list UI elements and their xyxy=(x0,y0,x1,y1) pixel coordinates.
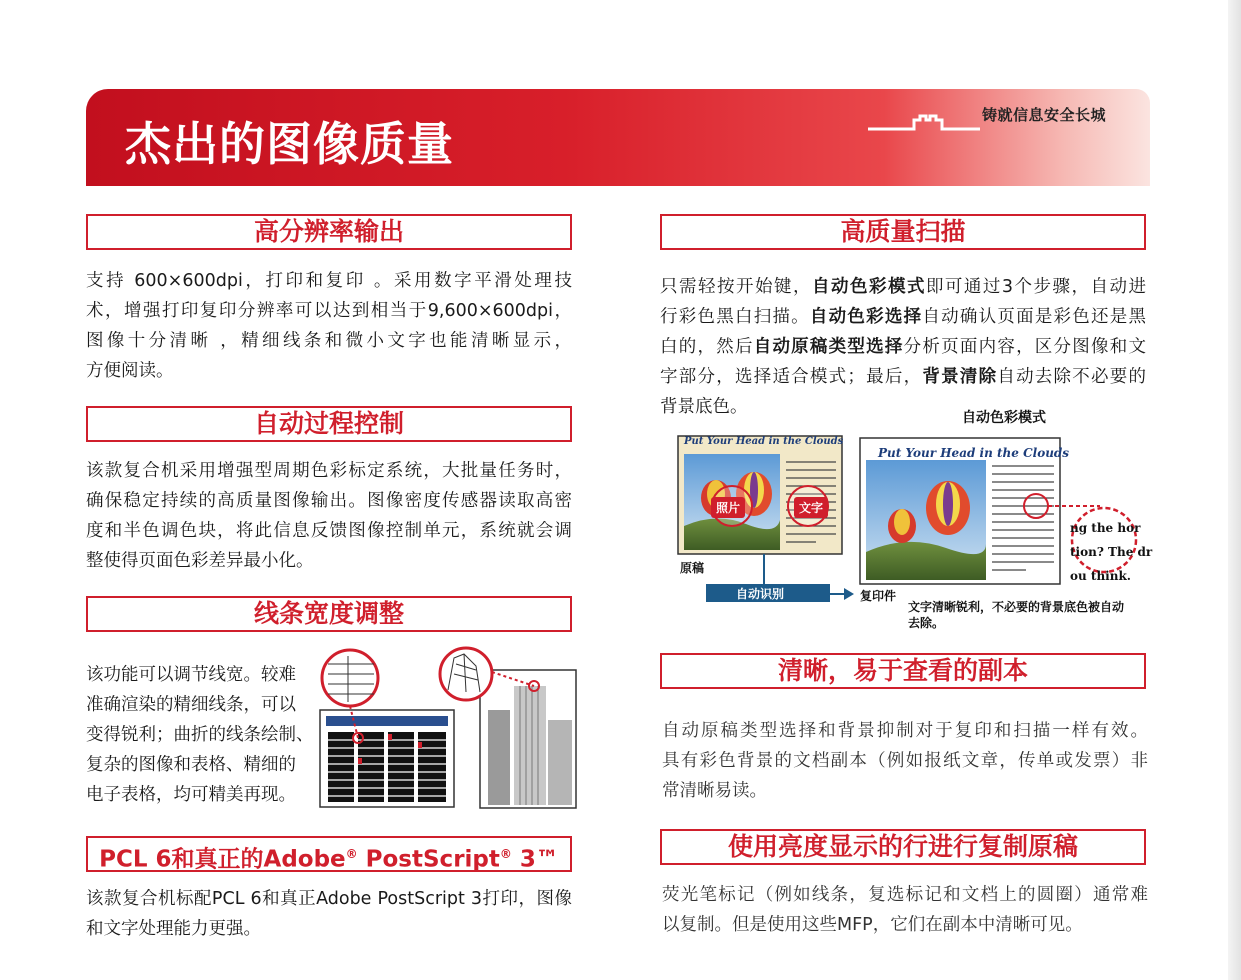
heading-pcl-tail: 3™ xyxy=(511,846,559,873)
text-line xyxy=(660,272,1146,302)
text-line: 术，增强打印复印分辨率可以达到相当于9,600×600dpi， xyxy=(86,301,572,321)
copy-doc-title: Put Your Head in the Clouds xyxy=(878,446,1070,460)
label-auto-detect: 自动识别 xyxy=(736,587,785,601)
caption-line: 文字清晰锐利，不必要的背景底色被自动 xyxy=(908,600,1125,614)
text-line: 常清晰易读。 xyxy=(662,781,767,801)
text-line: 自动原稿类型选择和背景抑制对于复印和扫描一样有效。 xyxy=(662,721,1148,741)
label-original: 原稿 xyxy=(680,561,705,575)
figure-title: 自动色彩模式 xyxy=(962,410,1046,426)
text-line: 方便阅读。 xyxy=(86,361,174,381)
zoom-line: ou think. xyxy=(1070,569,1131,583)
tagline: 铸就信息安全长城 xyxy=(982,106,1107,124)
text-line: 准确渲染的精细线条，可以 xyxy=(86,695,296,715)
text-bold: 背景清除 xyxy=(922,367,998,387)
text-bold: 自动色彩模式 xyxy=(811,277,926,297)
heading-pcl xyxy=(86,836,572,872)
label-photo: 照片 xyxy=(711,497,745,518)
page-title: 杰出的图像质量 xyxy=(125,117,454,171)
heading-pcl-main: PCL 6和真正的Adobe xyxy=(99,846,346,873)
text-line: 该款复合机标配PCL 6和真正Adobe PostScript 3打印，图像 xyxy=(86,889,572,909)
text-line: 电子表格，均可精美再现。 xyxy=(86,785,296,805)
text-run: 字部分，选择适合模式；最后， xyxy=(660,367,923,387)
heading-line-width: 线条宽度调整 xyxy=(86,596,572,632)
heading-scan: 高质量扫描 xyxy=(660,214,1146,250)
label-text-badge xyxy=(794,497,828,518)
text-line: 该功能可以调节线宽。较难 xyxy=(86,665,296,685)
registered-mark: ® xyxy=(345,847,358,861)
heading-clear-copy: 清晰，易于查看的副本 xyxy=(660,653,1146,689)
zoom-line: ng the hor xyxy=(1070,521,1141,535)
auto-process-paragraph xyxy=(86,456,572,576)
page-edge xyxy=(1228,0,1241,980)
heading-auto-process: 自动过程控制 xyxy=(86,406,572,442)
text-run: 白的，然后 xyxy=(660,337,754,357)
zoom-text xyxy=(1070,516,1153,588)
heading-pcl-postscript: PostScript xyxy=(357,846,500,873)
text-line: 支持 600×600dpi，打印和复印 。采用数字平滑处理技 xyxy=(86,271,572,291)
text-run: 分析页面内容，区分图像和文 xyxy=(903,337,1147,357)
text-line: 度和半色调色块，将此信息反馈图像控制单元，系统就会调 xyxy=(86,521,572,541)
text-line: 和文字处理能力更强。 xyxy=(86,919,261,939)
line-width-paragraph xyxy=(86,660,318,810)
text-line: 图像十分清晰 ，精细线条和微小文字也能清晰显示， xyxy=(86,331,572,351)
text-run: 自动去除不必要的 xyxy=(997,367,1147,387)
text-line: 荧光笔标记（例如线条，复选标记和文档上的圆圈）通常难 xyxy=(662,885,1148,905)
text-line: 确保稳定持续的高质量图像输出。图像密度传感器读取高密 xyxy=(86,491,572,511)
text-line: 变得锐利；曲折的线条绘制、 xyxy=(86,725,314,745)
registered-mark: ® xyxy=(499,847,512,861)
text-bold: 自动原稿类型选择 xyxy=(753,337,904,357)
text-run: 只需轻按开始键， xyxy=(660,277,812,297)
high-res-paragraph xyxy=(86,266,572,386)
great-wall-icon xyxy=(868,112,980,132)
text-run: 行彩色黑白扫描。 xyxy=(660,307,810,327)
original-doc-title: Put Your Head in the Clouds xyxy=(684,436,844,447)
clear-copy-paragraph xyxy=(662,716,1148,806)
text-line: 该款复合机采用增强型周期色彩标定系统，大批量任务时， xyxy=(86,461,572,481)
label-photo-badge xyxy=(711,497,745,518)
text-line: 复杂的图像和表格、精细的 xyxy=(86,755,296,775)
text-line: 整使得页面色彩差异最小化。 xyxy=(86,551,314,571)
heading-brightness: 使用亮度显示的行进行复制原稿 xyxy=(660,829,1146,865)
label-text: 文字 xyxy=(794,497,828,518)
text-line: 背景底色。 xyxy=(660,397,748,417)
figure-caption xyxy=(908,599,1124,631)
pcl-paragraph xyxy=(86,884,572,944)
building-illustration xyxy=(436,640,578,810)
brightness-paragraph xyxy=(662,880,1148,940)
text-line xyxy=(660,302,1146,332)
zoom-line: tion? The dr xyxy=(1070,545,1153,559)
caption-line: 去除。 xyxy=(908,616,945,630)
text-run: 自动确认页面是彩色还是黑 xyxy=(922,307,1147,327)
text-run: 即可通过3个步骤，自动进 xyxy=(925,277,1147,297)
heading-high-res: 高分辨率输出 xyxy=(86,214,572,250)
text-line xyxy=(660,332,1146,362)
text-line xyxy=(660,362,1146,392)
text-bold: 自动色彩选择 xyxy=(809,307,923,327)
text-line: 以复制。但是使用这些MFP，它们在副本中清晰可见。 xyxy=(662,915,1083,935)
label-copy: 复印件 xyxy=(860,589,897,603)
scan-paragraph xyxy=(660,272,1146,422)
text-line: 具有彩色背景的文档副本（例如报纸文章，传单或发票）非 xyxy=(662,751,1148,771)
